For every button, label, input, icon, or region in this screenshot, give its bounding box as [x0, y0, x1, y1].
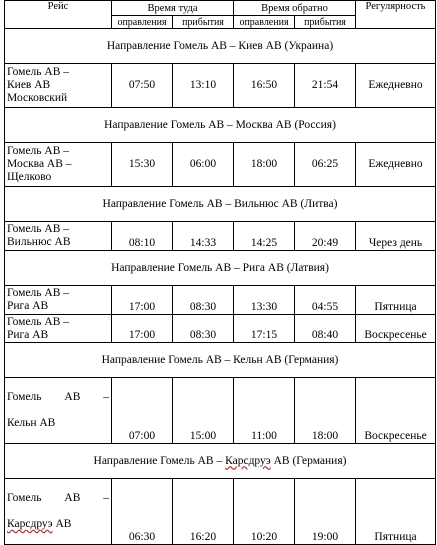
table-row [5, 479, 436, 545]
route-cell: Гомель АВ – Москва АВ – Щелково [5, 143, 112, 187]
arrival-back: 21:54 [295, 64, 356, 108]
departure-there: 06:30 [112, 479, 173, 545]
route-cell: Гомель АВ – Киев АВ Московский [5, 64, 112, 108]
table-row [5, 315, 436, 343]
arrival-there: 13:10 [173, 64, 234, 108]
direction-vilnius: Направление Гомель АВ – Вильнюс АВ (Литва) [5, 187, 436, 222]
regularity: Воскресенье [356, 378, 436, 444]
arrival-there: 14:33 [173, 222, 234, 251]
departure-back: 11:00 [234, 378, 295, 444]
arrival-back: 20:49 [295, 222, 356, 251]
direction-prefix: Направление Гомель АВ – [93, 454, 226, 467]
departure-there: 15:30 [112, 143, 173, 187]
route-line [7, 518, 109, 531]
route-city: Карсдруэ [7, 518, 53, 530]
direction-moscow: Направление Гомель АВ – Москва АВ (Россия) [5, 108, 436, 143]
arrival-there: 15:00 [173, 378, 234, 444]
arrival-there: 08:30 [173, 315, 234, 343]
table-row [5, 64, 436, 108]
arrival-there: 08:30 [173, 286, 234, 315]
header-route: Рейс [5, 1, 112, 29]
departure-there: 17:00 [112, 286, 173, 315]
departure-back: 16:50 [234, 64, 295, 108]
table-row [5, 222, 436, 251]
direction-kiev: Направление Гомель АВ – Киев АВ (Украина) [5, 29, 436, 64]
regularity: Пятница [356, 286, 436, 315]
arrival-back: 19:00 [295, 479, 356, 545]
regularity: Пятница [356, 479, 436, 545]
route-line: Гомель АВ – [7, 391, 109, 403]
route-cell [5, 479, 112, 545]
regularity: Через день [356, 222, 436, 251]
direction-city: Карсдруэ [225, 454, 271, 467]
direction-riga: Направление Гомель АВ – Рига АВ (Латвия) [5, 251, 436, 286]
arrival-back: 06:25 [295, 143, 356, 187]
header-departure-back: оправления [234, 16, 295, 29]
header-time-back: Время обратно [234, 1, 356, 16]
departure-there: 07:50 [112, 64, 173, 108]
header-departure-there: оправления [112, 16, 173, 29]
departure-there: 08:10 [112, 222, 173, 251]
direction-suffix: АВ (Германия) [270, 454, 347, 467]
direction-karlsruhe [5, 444, 436, 479]
departure-back: 13:30 [234, 286, 295, 315]
departure-back: 17:15 [234, 315, 295, 343]
departure-there: 07:00 [112, 378, 173, 444]
route-cell: Гомель АВ – Рига АВ [5, 286, 112, 315]
header-arrival-back: прибытия [295, 16, 356, 29]
route-cell [5, 378, 112, 444]
header-arrival-there: прибытия [173, 16, 234, 29]
header-regularity: Регулярность [356, 1, 436, 29]
route-line: Гомель АВ – [7, 492, 109, 504]
header-time-there: Время туда [112, 1, 234, 16]
table-row [5, 143, 436, 187]
table-row [5, 378, 436, 444]
departure-back: 14:25 [234, 222, 295, 251]
regularity: Воскресенье [356, 315, 436, 343]
arrival-there: 16:20 [173, 479, 234, 545]
regularity: Ежедневно [356, 143, 436, 187]
route-cell: Гомель АВ – Вильнюс АВ [5, 222, 112, 251]
direction-koln: Направление Гомель АВ – Кельн АВ (Германия) [5, 343, 436, 378]
arrival-back: 04:55 [295, 286, 356, 315]
table-row [5, 286, 436, 315]
bus-schedule-table [4, 0, 436, 545]
route-cell: Гомель АВ – Рига АВ [5, 315, 112, 343]
departure-there: 17:00 [112, 315, 173, 343]
arrival-back: 18:00 [295, 378, 356, 444]
departure-back: 18:00 [234, 143, 295, 187]
route-suffix: АВ [52, 518, 72, 530]
arrival-there: 06:00 [173, 143, 234, 187]
arrival-back: 08:40 [295, 315, 356, 343]
route-line: Кельн АВ [7, 417, 56, 429]
regularity: Ежедневно [356, 64, 436, 108]
departure-back: 10:20 [234, 479, 295, 545]
